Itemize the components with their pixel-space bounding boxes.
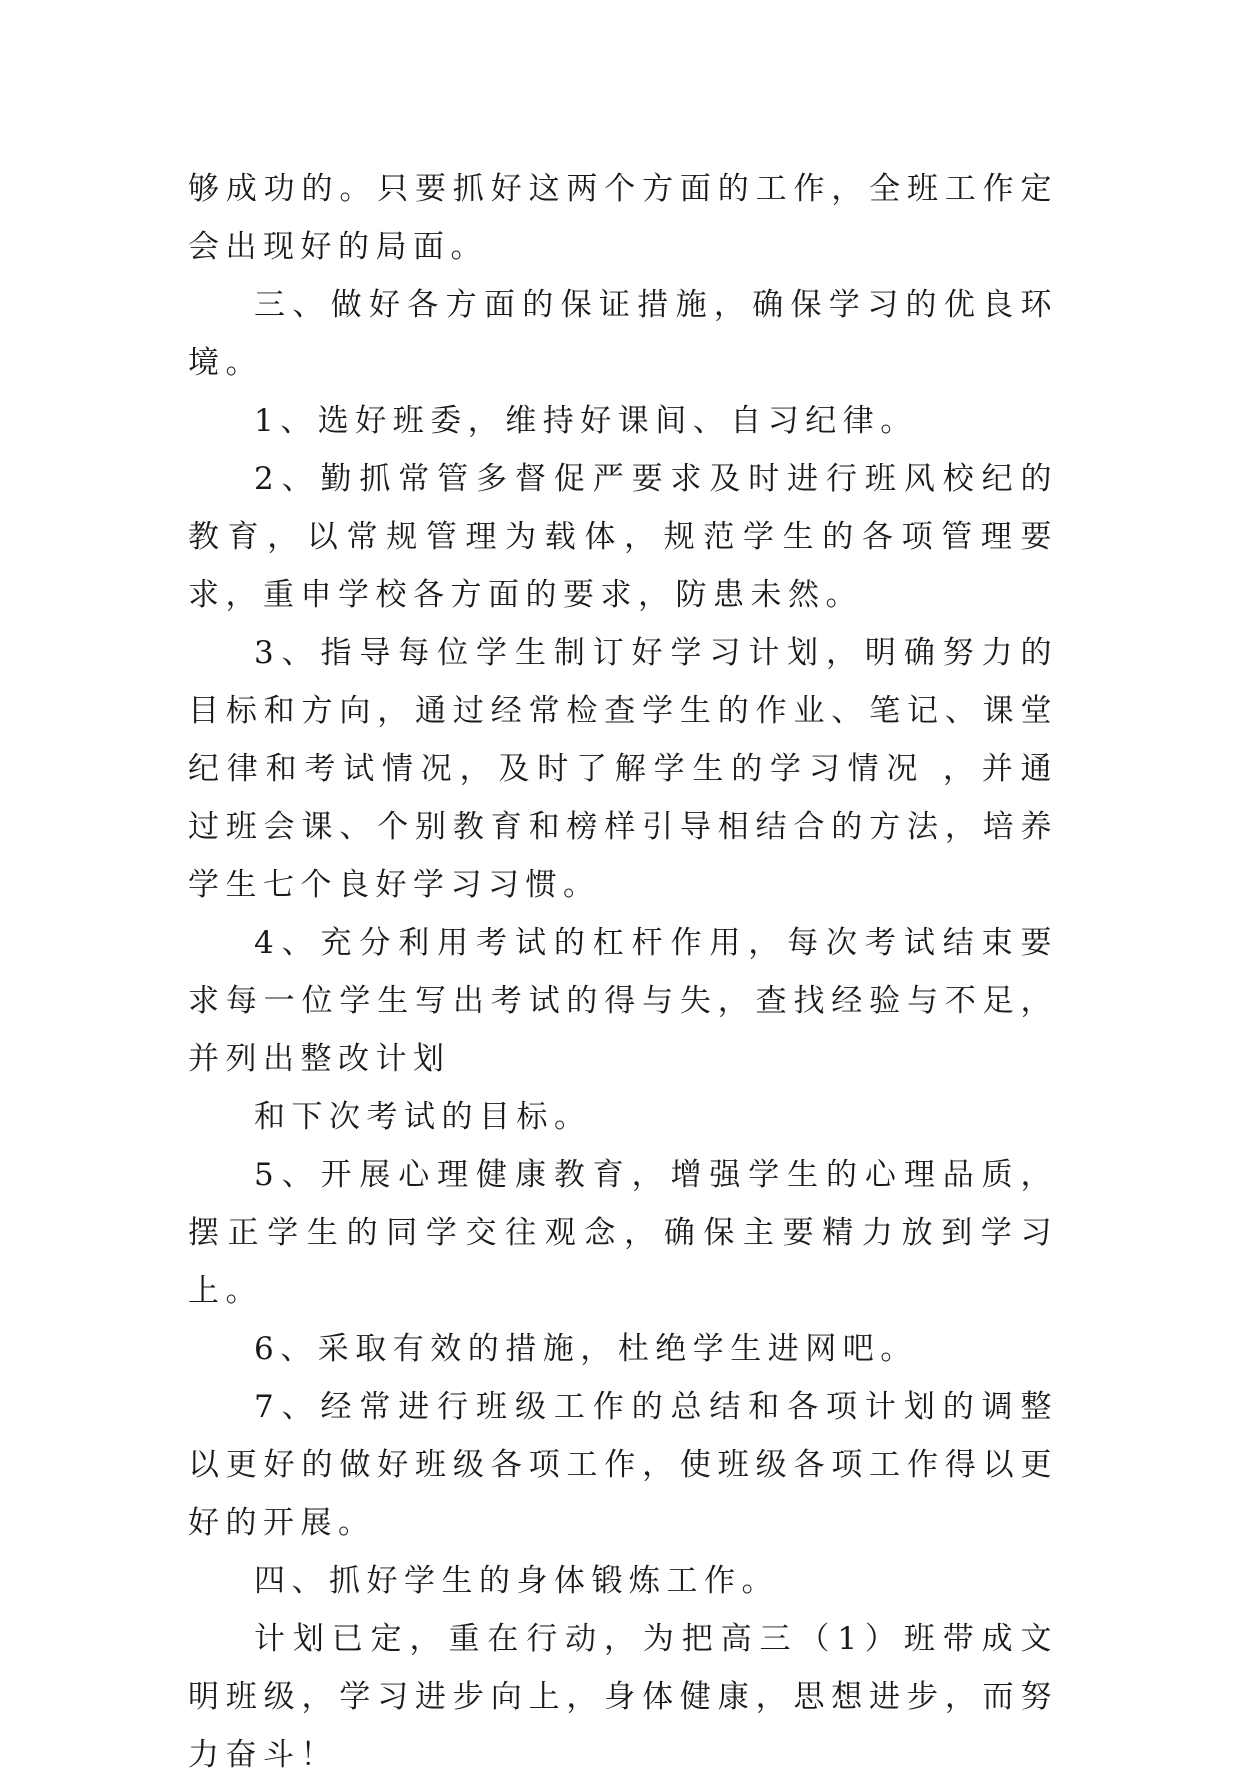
paragraph-item-1: 1、选好班委，维持好课间、自习纪律。 xyxy=(254,403,918,439)
section-heading-3: 三、做好各方面的保证措施，确保学习的优良环境。 xyxy=(188,287,1058,381)
paragraph-item-7: 7、经常进行班级工作的总结和各项计划的调整以更好的做好班级各项工作，使班级各项工作得以更好的开展。 xyxy=(188,1389,1058,1541)
section-heading-4: 四、抓好学生的身体锻炼工作。 xyxy=(254,1563,779,1599)
paragraph-item-4-continued: 和下次考试的目标。 xyxy=(254,1099,592,1135)
paragraph-item-4: 4、充分利用考试的杠杆作用，每次考试结束要求每一位学生写出考试的得与失，查找经验与不足，并列出整改计划 xyxy=(188,925,1058,1077)
paragraph-item-2: 2、勤抓常管多督促严要求及时进行班风校纪的教育，以常规管理为载体，规范学生的各项管理要求，重申学校各方面的要求，防患未然。 xyxy=(188,461,1058,613)
paragraph-item-6: 6、采取有效的措施，杜绝学生进网吧。 xyxy=(254,1331,918,1367)
closing-paragraph: 计划已定，重在行动，为把高三（1）班带成文明班级，学习进步向上，身体健康，思想进步，而努力奋斗！ xyxy=(188,1621,1058,1773)
document-body xyxy=(188,160,1058,1784)
paragraph-item-5: 5、开展心理健康教育，增强学生的心理品质，摆正学生的同学交往观念，确保主要精力放到学习上。 xyxy=(188,1157,1058,1309)
paragraph-item-3: 3、指导每位学生制订好学习计划，明确努力的目标和方向，通过经常检查学生的作业、笔记、课堂纪律和考试情况，及时了解学生的学习情况 ，并通过班会课、个别教育和榜样引导相结合的方法，培养学生七个良好学习习惯。 xyxy=(188,635,1058,903)
paragraph-1: 够成功的。只要抓好这两个方面的工作，全班工作定会出现好的局面。 xyxy=(188,171,1058,265)
